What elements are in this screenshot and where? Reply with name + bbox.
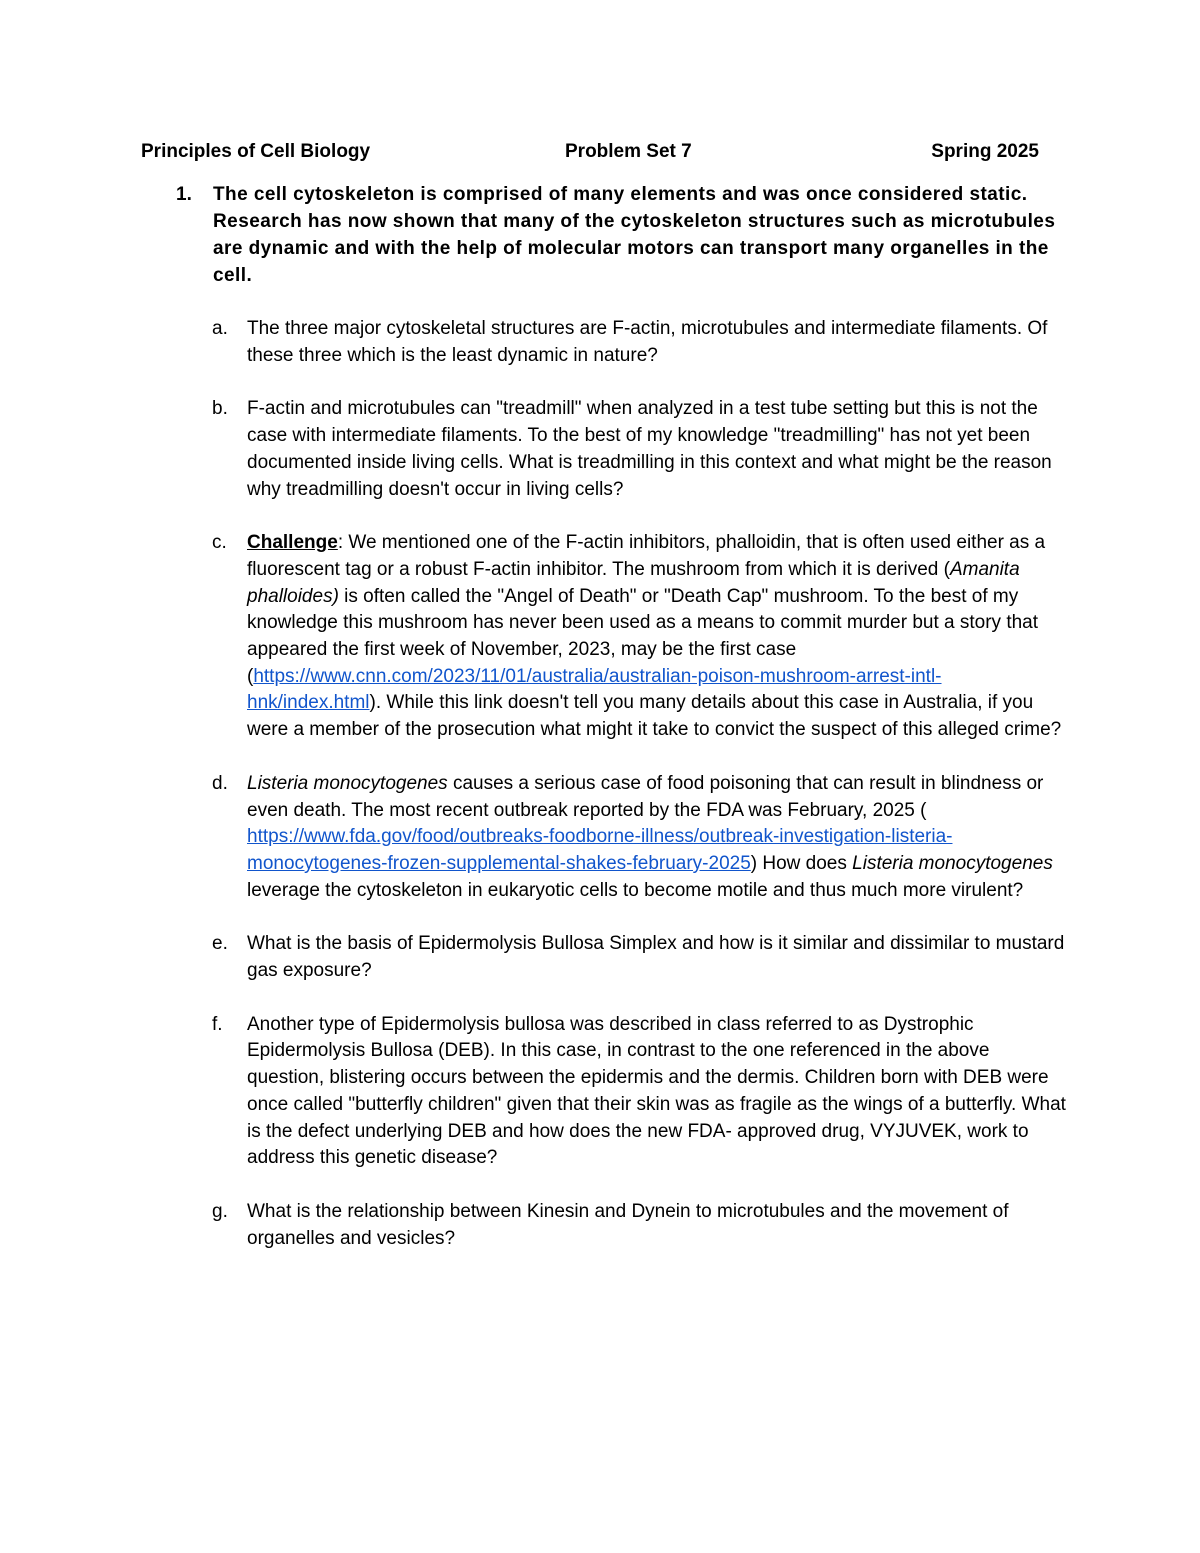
page-header: [141, 141, 1041, 169]
text-segment: ) How does: [750, 852, 853, 874]
part-letter: c.: [212, 532, 227, 554]
part-text: What is the relationship between Kinesin and Dynein to microtubules and the movement of organelles and vesicles?: [247, 1200, 1009, 1249]
question-1: [176, 181, 1061, 289]
part-letter: a.: [212, 318, 228, 339]
part-a: [212, 316, 1067, 369]
sub-questions: [212, 316, 1067, 1279]
challenge-label: Challenge: [247, 532, 338, 554]
part-letter: f.: [212, 1013, 223, 1035]
part-text: [247, 771, 1067, 905]
course-title: Principles of Cell Biology: [141, 141, 371, 162]
part-text: The three major cytoskeletal structures are F-actin, microtubules and intermediate filaments. Of these three which is the least dynamic in nature?: [247, 318, 1048, 366]
part-d: [212, 771, 1067, 905]
part-letter: d.: [212, 772, 228, 794]
cnn-article-link[interactable]: https://www.cnn.com/2023/11/01/australia/australian-poison-mushroom-arrest-intl-hnk/index.html: [247, 665, 942, 714]
part-letter: b.: [212, 398, 228, 420]
part-letter: e.: [212, 933, 228, 955]
part-text: F-actin and microtubules can "treadmill" when analyzed in a test tube setting but this is not the case with intermediate filaments. To the best of my knowledge "treadmilling" has not yet been documented inside living cells. What is treadmilling in this context and what might be the reason why treadmilling doesn't occur in living cells?: [247, 398, 1052, 500]
text-segment: leverage the cytoskeleton in eukaryotic cells to become motile and thus much more virulent?: [247, 879, 1024, 901]
question-number: 1.: [176, 184, 192, 205]
text-segment: : We mentioned one of the F-actin inhibitors, phalloidin, that is often used either as a fluorescent tag or a robust F-actin inhibitor. The mushroom from which it is derived (: [247, 532, 1046, 580]
part-text: Another type of Epidermolysis bullosa was described in class referred to as Dystrophic Epidermolysis Bullosa (DEB). In this case, in contrast to the one referenced in the above question, blistering occurs between the epidermis and the dermis. Children born with DEB were once called "butterfly children" given that their skin was as fragile as the wings of a butterfly. What is the defect underlying DEB and how does the new FDA- approved drug, VYJUVEK, work to address this genetic disease?: [247, 1013, 1066, 1169]
part-b: [212, 396, 1067, 503]
part-f: [212, 1012, 1067, 1172]
part-g: [212, 1199, 1067, 1252]
part-c: [212, 530, 1067, 744]
text-segment: is often called the "Angel of Death" or "Death Cap" mushroom. To the best of my knowledge this mushroom has never been used as a means to commit murder but a story that appeared the first week of November, 2023, may be the first case (: [247, 585, 1039, 687]
problem-set-title: Problem Set 7: [565, 141, 692, 162]
part-text: [247, 530, 1067, 744]
question-prompt: The cell cytoskeleton is comprised of many elements and was once considered static. Research has now shown that many of the cytoskeleton structures such as microtubules are dynamic and with the help of molecular motors can transport many organelles in the cell.: [213, 184, 1056, 286]
species-name: Listeria monocytogenes: [247, 772, 448, 794]
species-name: Amanita phalloides): [247, 558, 1020, 607]
term-label: Spring 2025: [931, 141, 1039, 162]
part-text: What is the basis of Epidermolysis Bullosa Simplex and how is it similar and dissimilar to mustard gas exposure?: [247, 933, 1065, 982]
text-segment: causes a serious case of food poisoning that can result in blindness or even death. The most recent outbreak reported by the FDA was February, 2025 (: [247, 772, 1044, 821]
part-e: [212, 931, 1067, 984]
part-letter: g.: [212, 1200, 228, 1222]
text-segment: ). While this link doesn't tell you many details about this case in Australia, if you were a member of the prosecution what might it take to convict the suspect of this alleged crime?: [247, 692, 1062, 741]
fda-outbreak-link[interactable]: https://www.fda.gov/food/outbreaks-foodborne-illness/outbreak-investigation-listeria-monocytogenes-frozen-supplemental-shakes-february-2025: [247, 826, 953, 874]
species-name: Listeria monocytogenes: [852, 852, 1053, 874]
